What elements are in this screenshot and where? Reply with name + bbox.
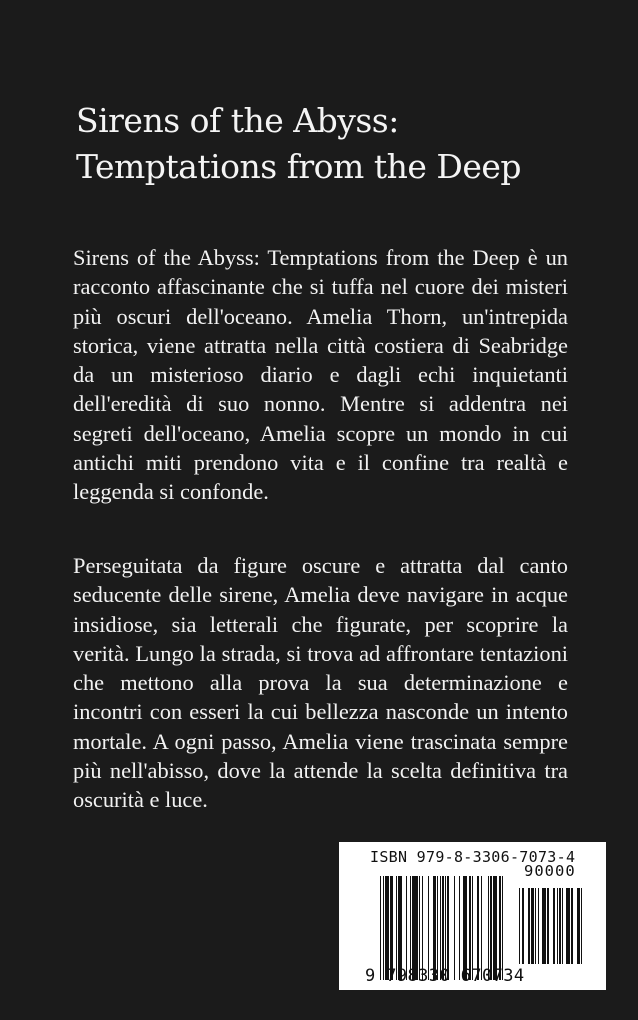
ean13-barcode-bars [380,876,503,980]
book-title [76,98,596,190]
isbn-label: ISBN 979-8-3306-7073-4 [370,848,576,866]
blurb-paragraph-1: Sirens of the Abyss: Temptations from the Deep è un racconto affascinante che si tuffa nel cuore dei misteri più oscuri dell'oceano. Amelia Thorn, un'intrepida storica, viene attratta nella città costiera di Seabridge da un misterioso diario e dagli echi inquietanti dell'eredità di suo nonno. Mentre si addentra nei segreti dell'oceano, Amelia scopre un mondo in cui antichi miti prendono vita e il confine tra realtà e leggenda si confonde. [73,245,568,505]
addon-barcode-bars [519,888,582,964]
price-addon-digits: 90000 [524,862,576,880]
isbn-barcode [339,842,606,990]
blurb-paragraph-2: Perseguitata da figure oscure e attratta dal canto seducente delle sirene, Amelia deve navigare in acque insidiose, sia letterali che figurate, per scoprire la verità. Lungo la strada, si trova ad affrontare tentazioni che mettono alla prova la sua determinazione e incontri con esseri la cui bellezza nasconde un intento mortale. A ogni passo, Amelia viene trascinata sempre più nell'abisso, dove la attende la scelta definitiva tra oscurità e luce. [73,553,568,813]
title-line-1: Sirens of the Abyss: [76,101,399,140]
title-line-2: Temptations from the Deep [76,147,522,186]
ean-digits: 9 798330 670734 [365,966,525,986]
